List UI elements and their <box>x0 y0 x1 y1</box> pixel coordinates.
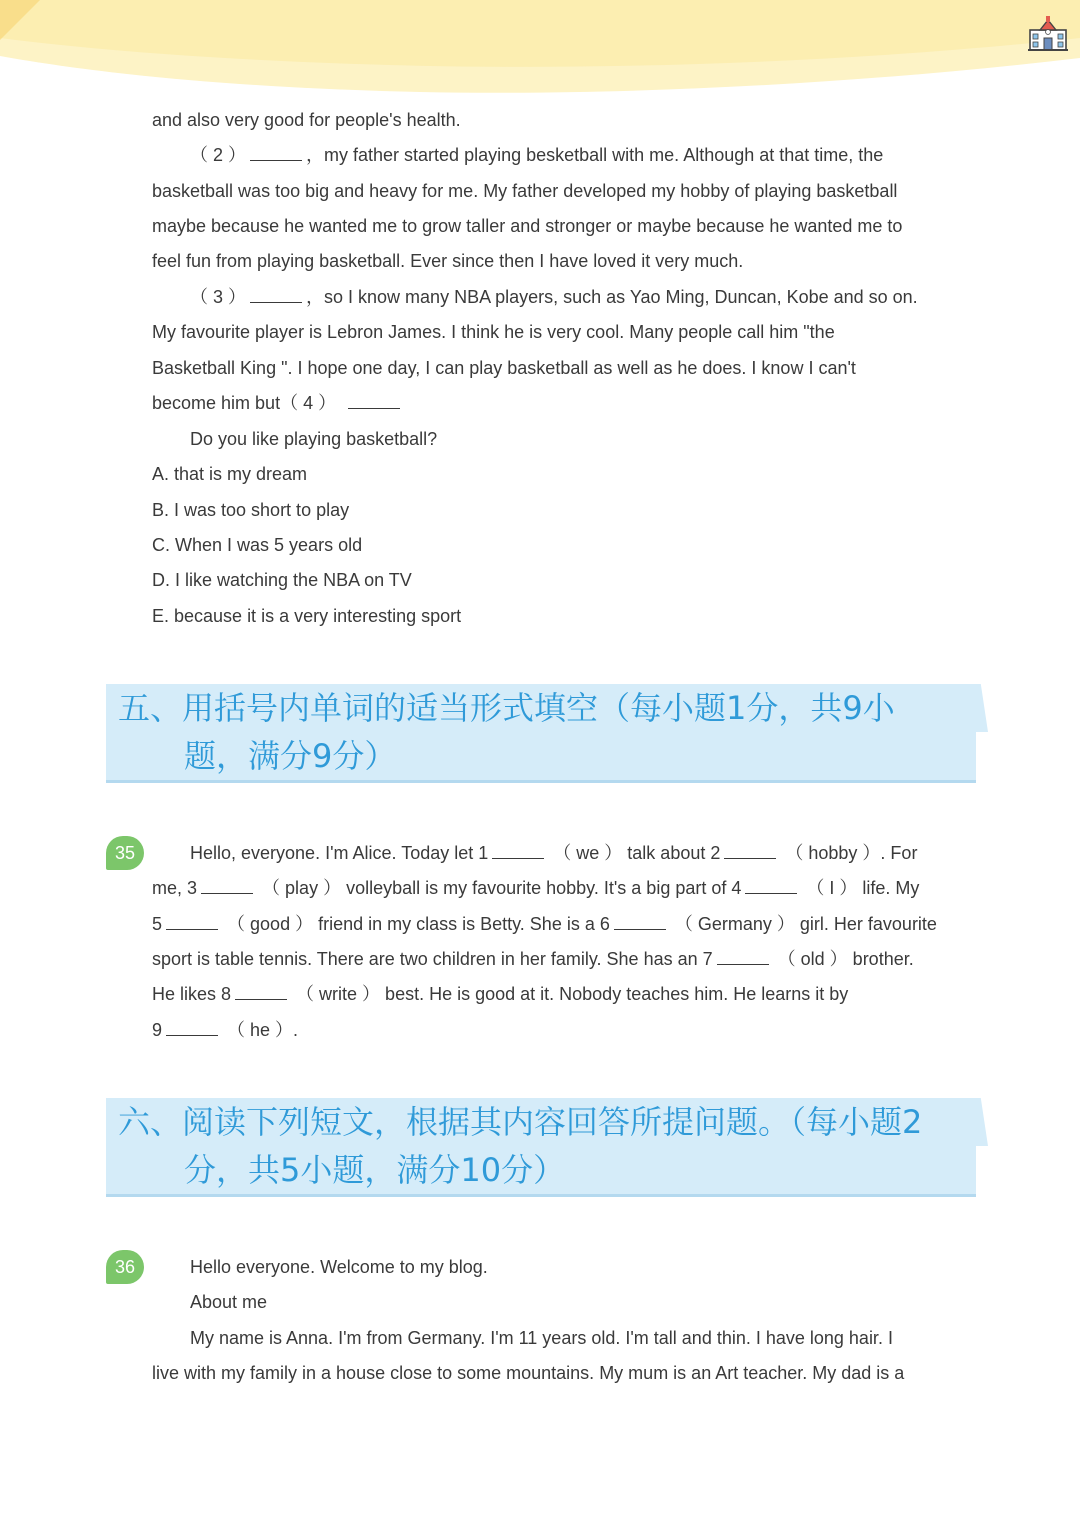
passage-line: basketball was too big and heavy for me. My father developed my hobby of playing basketball <box>152 181 898 201</box>
passage-text: ，so I know many NBA players, such as Yao Ming, Duncan, Kobe and so on. <box>306 287 918 307</box>
q36-line-1: Hello everyone. Welcome to my blog. <box>190 1257 488 1277</box>
q35-text: （ good ） friend in my class is Betty. She is a 6 <box>227 914 610 934</box>
q35-text: He likes 8 <box>152 984 232 1004</box>
q35-line-1 <box>190 841 917 865</box>
option-d: D. I like watching the NBA on TV <box>152 570 412 590</box>
q35-text: （ he ）. <box>227 1020 299 1040</box>
school-building-icon <box>1028 14 1068 54</box>
q36-line-3: My name is Anna. I'm from Germany. I'm 11 years old. I'm tall and thin. I have long hair. I <box>190 1328 893 1348</box>
answer-blank[interactable] <box>201 877 253 894</box>
q35-line-5 <box>152 982 848 1006</box>
section-title-5-line2: 题，满分9分） <box>184 737 397 775</box>
answer-blank[interactable] <box>717 948 769 965</box>
passage-line-2 <box>190 143 883 167</box>
option-c: C. When I was 5 years old <box>152 535 363 555</box>
option-e: E. because it is a very interesting sport <box>152 606 462 626</box>
passage-line-9 <box>152 391 404 415</box>
q35-text: Hello, everyone. I'm Alice. Today let 1 <box>190 843 489 863</box>
q35-text: 5 <box>152 914 163 934</box>
answer-blank[interactable] <box>492 842 544 859</box>
passage-text: become him but（ 4 ） <box>152 393 337 413</box>
passage-line: feel fun from playing basketball. Ever since then I have loved it very much. <box>152 251 744 271</box>
q35-line-6 <box>152 1018 298 1042</box>
answer-blank[interactable] <box>250 286 302 303</box>
question-number-badge: 36 <box>106 1250 144 1284</box>
blank-number: （ 3 ） <box>190 287 247 307</box>
passage-line: My favourite player is Lebron James. I think he is very cool. Many people call him "the <box>152 322 835 342</box>
q35-text: （ old ） brother. <box>777 949 914 969</box>
passage-line: maybe because he wanted me to grow taller and stronger or maybe because he wanted me to <box>152 216 903 236</box>
q35-text: 9 <box>152 1020 163 1040</box>
q35-text: （ Germany ） girl. Her favourite <box>674 914 937 934</box>
q35-line-2 <box>152 876 919 900</box>
q35-text: （ play ） volleyball is my favourite hobby. It's a big part of 4 <box>262 878 742 898</box>
q35-text: （ write ） best. He is good at it. Nobody teaches him. He learns it by <box>296 984 849 1004</box>
section-title-6-line1: 六、阅读下列短文，根据其内容回答所提问题。（每小题2 <box>118 1103 923 1141</box>
q35-line-3 <box>152 912 937 936</box>
answer-blank[interactable] <box>614 913 666 930</box>
answer-blank[interactable] <box>348 392 400 409</box>
q35-text: （ hobby ）. For <box>785 843 918 863</box>
q35-text: sport is table tennis. There are two children in her family. She has an 7 <box>152 949 713 969</box>
passage-line-6 <box>190 285 918 309</box>
q35-text: me, 3 <box>152 878 198 898</box>
q35-text: （ I ） life. My <box>806 878 920 898</box>
q35-text: （ we ） talk about 2 <box>553 843 721 863</box>
answer-blank[interactable] <box>250 144 302 161</box>
header-tab <box>976 1098 988 1146</box>
passage-text: ，my father started playing besketball with me. Although at that time, the <box>306 145 884 165</box>
question-number-badge: 35 <box>106 836 144 870</box>
answer-blank[interactable] <box>166 913 218 930</box>
answer-blank[interactable] <box>166 1019 218 1036</box>
section-title-6-line2: 分，共5小题，满分10分） <box>184 1151 566 1189</box>
section-title-5-line1: 五、用括号内单词的适当形式填空（每小题1分，共9小 <box>118 689 895 727</box>
banner-wave <box>0 0 1080 100</box>
blank-number: （ 2 ） <box>190 145 247 165</box>
q36-line-2: About me <box>190 1292 268 1312</box>
passage-line: Basketball King ". I hope one day, I can play basketball as well as he does. I know I can't <box>152 358 856 378</box>
passage-question: Do you like playing basketball? <box>190 429 438 449</box>
header-tab <box>976 684 988 732</box>
answer-blank[interactable] <box>235 983 287 1000</box>
answer-blank[interactable] <box>745 877 797 894</box>
q36-line-4: live with my family in a house close to some mountains. My mum is an Art teacher. My dad is a <box>152 1363 905 1383</box>
q35-line-4 <box>152 947 914 971</box>
top-banner <box>0 0 1080 100</box>
passage-line: and also very good for people's health. <box>152 110 461 130</box>
option-a: A. that is my dream <box>152 464 308 484</box>
answer-blank[interactable] <box>724 842 776 859</box>
option-b: B. I was too short to play <box>152 500 350 520</box>
